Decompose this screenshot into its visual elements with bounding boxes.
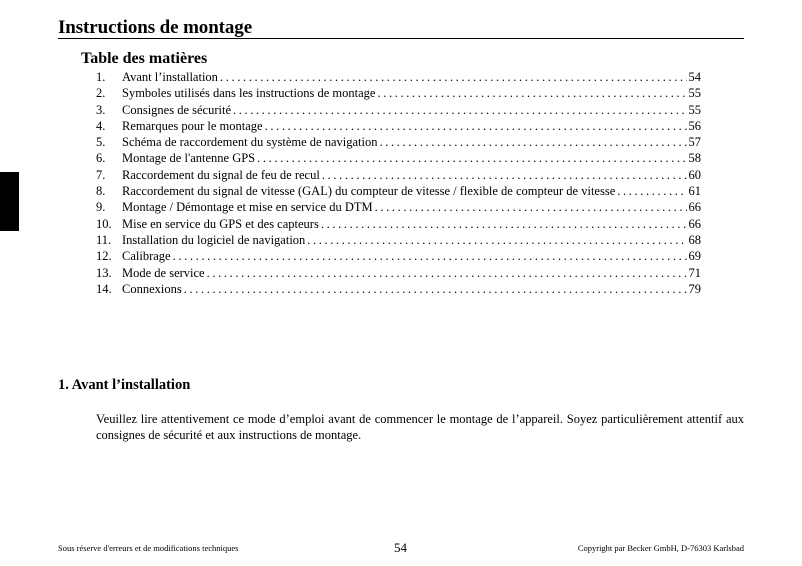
toc-dot-leader	[265, 118, 687, 134]
toc-entry-number: 7.	[96, 167, 106, 182]
toc-entry-title: Symboles utilisés dans les instructions de montage	[122, 86, 376, 101]
toc-entry-page: 56	[688, 118, 701, 133]
toc-entry-title: Calibrage	[122, 249, 171, 264]
toc-entry[interactable]	[96, 118, 701, 134]
toc-dot-leader	[220, 69, 687, 85]
toc-entry-page: 79	[688, 281, 701, 296]
toc-dot-leader	[173, 248, 687, 264]
toc-entry-number: 11.	[96, 232, 112, 247]
page-title: Instructions de montage	[58, 17, 253, 38]
toc-entry-number: 10.	[96, 216, 112, 231]
toc-entry-title: Schéma de raccordement du système de navigation	[122, 135, 378, 150]
toc-entry-title: Installation du logiciel de navigation	[122, 232, 306, 247]
toc-dot-leader	[617, 183, 686, 199]
toc-entry[interactable]	[96, 281, 701, 297]
toc-entry-number: 9.	[96, 200, 106, 215]
toc-entry-number: 5.	[96, 135, 106, 150]
toc-entry[interactable]	[96, 167, 701, 183]
toc-entry[interactable]	[96, 134, 701, 150]
toc-entry-page: 61	[688, 184, 701, 199]
toc-entry-number: 3.	[96, 102, 106, 117]
toc-dot-leader	[377, 85, 686, 101]
toc-entry-number: 12.	[96, 249, 112, 264]
toc-entry-title: Raccordement du signal de feu de recul	[122, 167, 320, 182]
toc-dot-leader	[257, 150, 686, 166]
toc-entry-page: 71	[688, 265, 701, 280]
toc-entry[interactable]	[96, 216, 701, 232]
toc-entry-title: Montage / Démontage et mise en service du DTM	[122, 200, 373, 215]
section-body-text: Veuillez lire attentivement ce mode d’emploi avant de commencer le montage de l’appareil. Soyez particulièrement attentif aux consignes de sécurité et aux instructions de montage.	[96, 412, 744, 442]
toc-entry[interactable]	[96, 265, 701, 281]
footer-copyright: Copyright par Becker GmbH, D-76303 Karlsbad	[577, 543, 744, 553]
toc-heading: Table des matières	[81, 50, 208, 67]
toc-entry-page: 66	[688, 216, 701, 231]
toc-entry-page: 60	[688, 167, 701, 182]
toc-entry-page: 54	[688, 70, 701, 84]
toc-entry-title: Mode de service	[122, 265, 205, 280]
footer-disclaimer: Sous réserve d'erreurs et de modifications techniques	[58, 543, 239, 553]
toc-entry[interactable]	[96, 199, 701, 215]
toc-entry-number: 6.	[96, 151, 106, 166]
toc-dot-leader	[379, 134, 686, 150]
toc-entry-page: 66	[688, 200, 701, 215]
toc-entry-page: 57	[688, 135, 701, 150]
toc-entry[interactable]	[96, 85, 701, 101]
footer-page-number: 54	[394, 540, 407, 555]
toc-dot-leader	[321, 216, 687, 232]
toc-entry-number: 4.	[96, 118, 106, 133]
title-divider	[58, 38, 744, 39]
toc-entry-title: Connexions	[122, 281, 182, 296]
toc-dot-leader	[207, 265, 687, 281]
toc-dot-leader	[307, 232, 686, 248]
toc-dot-leader	[233, 102, 686, 118]
toc-dot-leader	[322, 167, 687, 183]
toc-entry[interactable]	[96, 69, 701, 85]
toc-entry[interactable]	[96, 232, 701, 248]
toc-entry[interactable]	[96, 183, 701, 199]
toc-entry-page: 55	[688, 102, 701, 117]
toc-entry[interactable]	[96, 150, 701, 166]
toc-entry-title: Remarques pour le montage	[122, 118, 263, 133]
toc-entry-number: 14.	[96, 281, 112, 296]
toc-entry-title: Avant l’installation	[122, 70, 218, 84]
toc-entry-title: Montage de l'antenne GPS	[122, 151, 256, 166]
toc-dot-leader	[184, 281, 687, 297]
toc-entry[interactable]	[96, 248, 701, 264]
toc-entry-page: 69	[688, 249, 701, 264]
toc-entry-page: 58	[688, 151, 701, 166]
chapter-tab-marker	[0, 172, 19, 231]
toc-entry-title: Mise en service du GPS et des capteurs	[122, 216, 319, 231]
toc-entry-number: 13.	[96, 265, 112, 280]
section-heading: 1. Avant l’installation	[58, 377, 191, 393]
toc-entry-number: 8.	[96, 184, 106, 199]
toc-entry[interactable]	[96, 102, 701, 118]
toc-entry-title: Raccordement du signal de vitesse (GAL) du compteur de vitesse / flexible de compteur de vitesse	[122, 184, 616, 199]
toc-entry-number: 2.	[96, 86, 106, 101]
toc-entry-number: 1.	[96, 70, 106, 84]
toc-entry-page: 68	[688, 232, 701, 247]
table-of-contents	[96, 69, 701, 297]
toc-dot-leader	[375, 199, 687, 215]
toc-entry-page: 55	[688, 86, 701, 101]
toc-entry-title: Consignes de sécurité	[122, 102, 232, 117]
